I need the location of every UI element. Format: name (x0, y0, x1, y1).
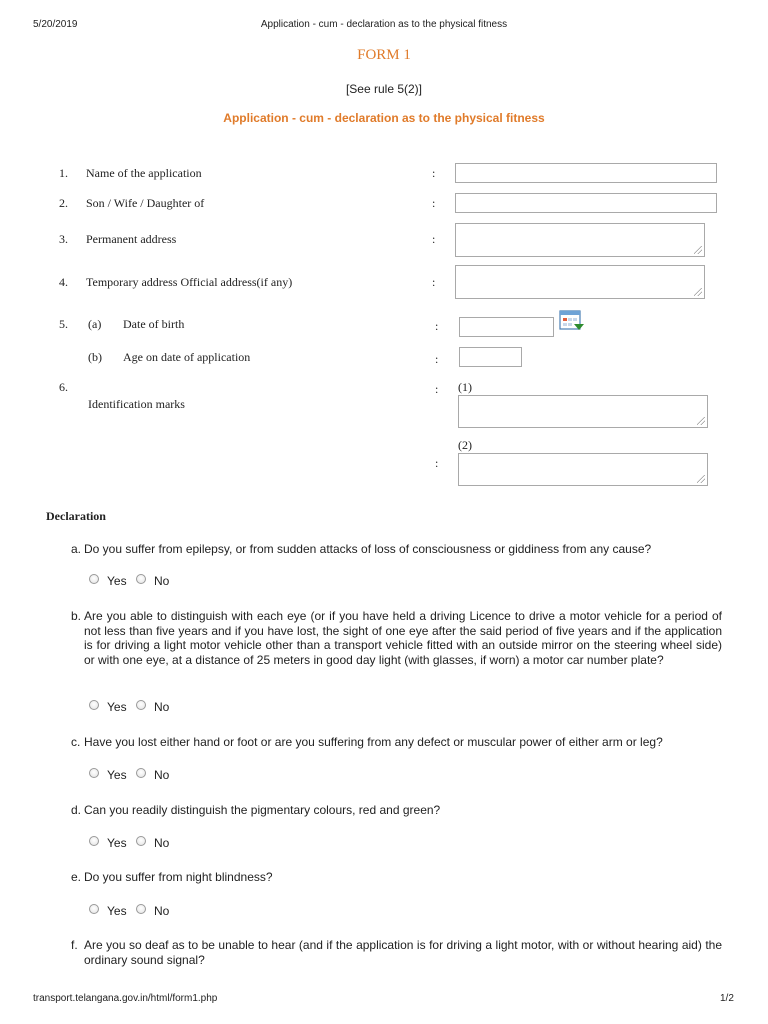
field-colon: : (435, 456, 439, 470)
subfield-a: (a) (88, 317, 102, 331)
age-input[interactable] (459, 347, 522, 367)
field-number: 2. (59, 196, 68, 210)
dob-input[interactable] (459, 317, 554, 337)
question-b (71, 609, 722, 667)
question-letter: f. (71, 938, 78, 952)
permanent-address-textarea[interactable] (455, 223, 705, 257)
print-date: 5/20/2019 (33, 19, 78, 30)
radio-no-d[interactable] (136, 836, 146, 846)
radio-label-yes: Yes (107, 836, 127, 850)
field-label-age: Age on date of application (123, 350, 251, 364)
field-colon: : (432, 166, 436, 180)
relation-input[interactable] (455, 193, 717, 213)
field-colon: : (432, 275, 436, 289)
subfield-b: (b) (88, 350, 102, 364)
field-label-identification-marks: Identification marks (88, 397, 185, 411)
field-label-relation: Son / Wife / Daughter of (86, 196, 205, 210)
radio-label-yes: Yes (107, 904, 127, 918)
question-text: Have you lost either hand or foot or are you suffering from any defect or muscular power of either arm or leg? (84, 735, 663, 749)
temporary-address-textarea[interactable] (455, 265, 705, 299)
radio-label-no: No (154, 768, 170, 782)
field-label-temporary-address: Temporary address Official address(if any) (86, 275, 293, 289)
question-a (71, 542, 726, 557)
radio-no-e[interactable] (136, 904, 146, 914)
form-rule: [See rule 5(2)] (345, 82, 423, 96)
question-letter: e. (71, 870, 82, 884)
question-text: Are you so deaf as to be unable to hear (and if the application is for driving a light motor, with or without hearing aid) the ordinary sound signal? (84, 938, 722, 967)
field-colon: : (435, 352, 439, 366)
field-colon: : (435, 382, 439, 396)
radio-label-no: No (154, 700, 170, 714)
radio-label-yes: Yes (107, 700, 127, 714)
radio-no-a[interactable] (136, 574, 146, 584)
question-f (71, 938, 722, 967)
radio-no-c[interactable] (136, 768, 146, 778)
radio-yes-b[interactable] (89, 700, 99, 710)
question-d (71, 803, 726, 818)
footer-url: transport.telangana.gov.in/html/form1.php (33, 993, 218, 1004)
question-text: Do you suffer from epilepsy, or from sudden attacks of loss of consciousness or giddiness from any cause? (84, 542, 652, 556)
question-c (71, 735, 726, 750)
radio-no-b[interactable] (136, 700, 146, 710)
field-label-dob: Date of birth (123, 317, 185, 331)
field-number: 5. (59, 317, 68, 331)
field-colon: : (435, 319, 439, 333)
question-letter: b. (71, 609, 82, 623)
field-colon: : (432, 232, 436, 246)
name-input[interactable] (455, 163, 717, 183)
identification-mark-2-textarea[interactable] (458, 453, 708, 486)
footer-page-number: 1/2 (720, 993, 734, 1004)
identification-mark-1-textarea[interactable] (458, 395, 708, 428)
form-title: FORM 1 (357, 47, 411, 63)
radio-yes-e[interactable] (89, 904, 99, 914)
field-label-permanent-address: Permanent address (86, 232, 177, 246)
question-letter: a. (71, 542, 82, 556)
field-label-name: Name of the application (86, 166, 202, 180)
mark-1-label: (1) (458, 380, 472, 394)
field-number: 3. (59, 232, 68, 246)
radio-label-no: No (154, 836, 170, 850)
radio-label-yes: Yes (107, 768, 127, 782)
radio-yes-c[interactable] (89, 768, 99, 778)
radio-label-yes: Yes (107, 574, 127, 588)
calendar-icon[interactable] (559, 310, 583, 330)
field-number: 6. (59, 380, 68, 394)
question-letter: c. (71, 735, 81, 749)
field-number: 1. (59, 166, 68, 180)
question-text: Can you readily distinguish the pigmentary colours, red and green? (84, 803, 441, 817)
field-colon: : (432, 196, 436, 210)
question-letter: d. (71, 803, 82, 817)
radio-label-no: No (154, 904, 170, 918)
print-page-title: Application - cum - declaration as to the physical fitness (260, 19, 508, 30)
question-e (71, 870, 726, 885)
radio-yes-d[interactable] (89, 836, 99, 846)
field-number: 4. (59, 275, 68, 289)
radio-yes-a[interactable] (89, 574, 99, 584)
question-text: Do you suffer from night blindness? (84, 870, 273, 884)
radio-label-no: No (154, 574, 170, 588)
form-subtitle: Application - cum - declaration as to the physical fitness (223, 111, 545, 125)
question-text: Are you able to distinguish with each eye (or if you have held a driving Licence to drive a motor vehicle for a period of not less than five years and if you have lost, the sight of one eye after the said period of five years and if the application is for driving a light motor vehicle other than a transport vehicle fitted with an outside mirror on the steering wheel side) or with one eye, at a distance of 25 meters in good day light (with glasses, if worn) a motor car number plate? (84, 609, 722, 667)
declaration-heading: Declaration (46, 509, 106, 523)
mark-2-label: (2) (458, 438, 472, 452)
